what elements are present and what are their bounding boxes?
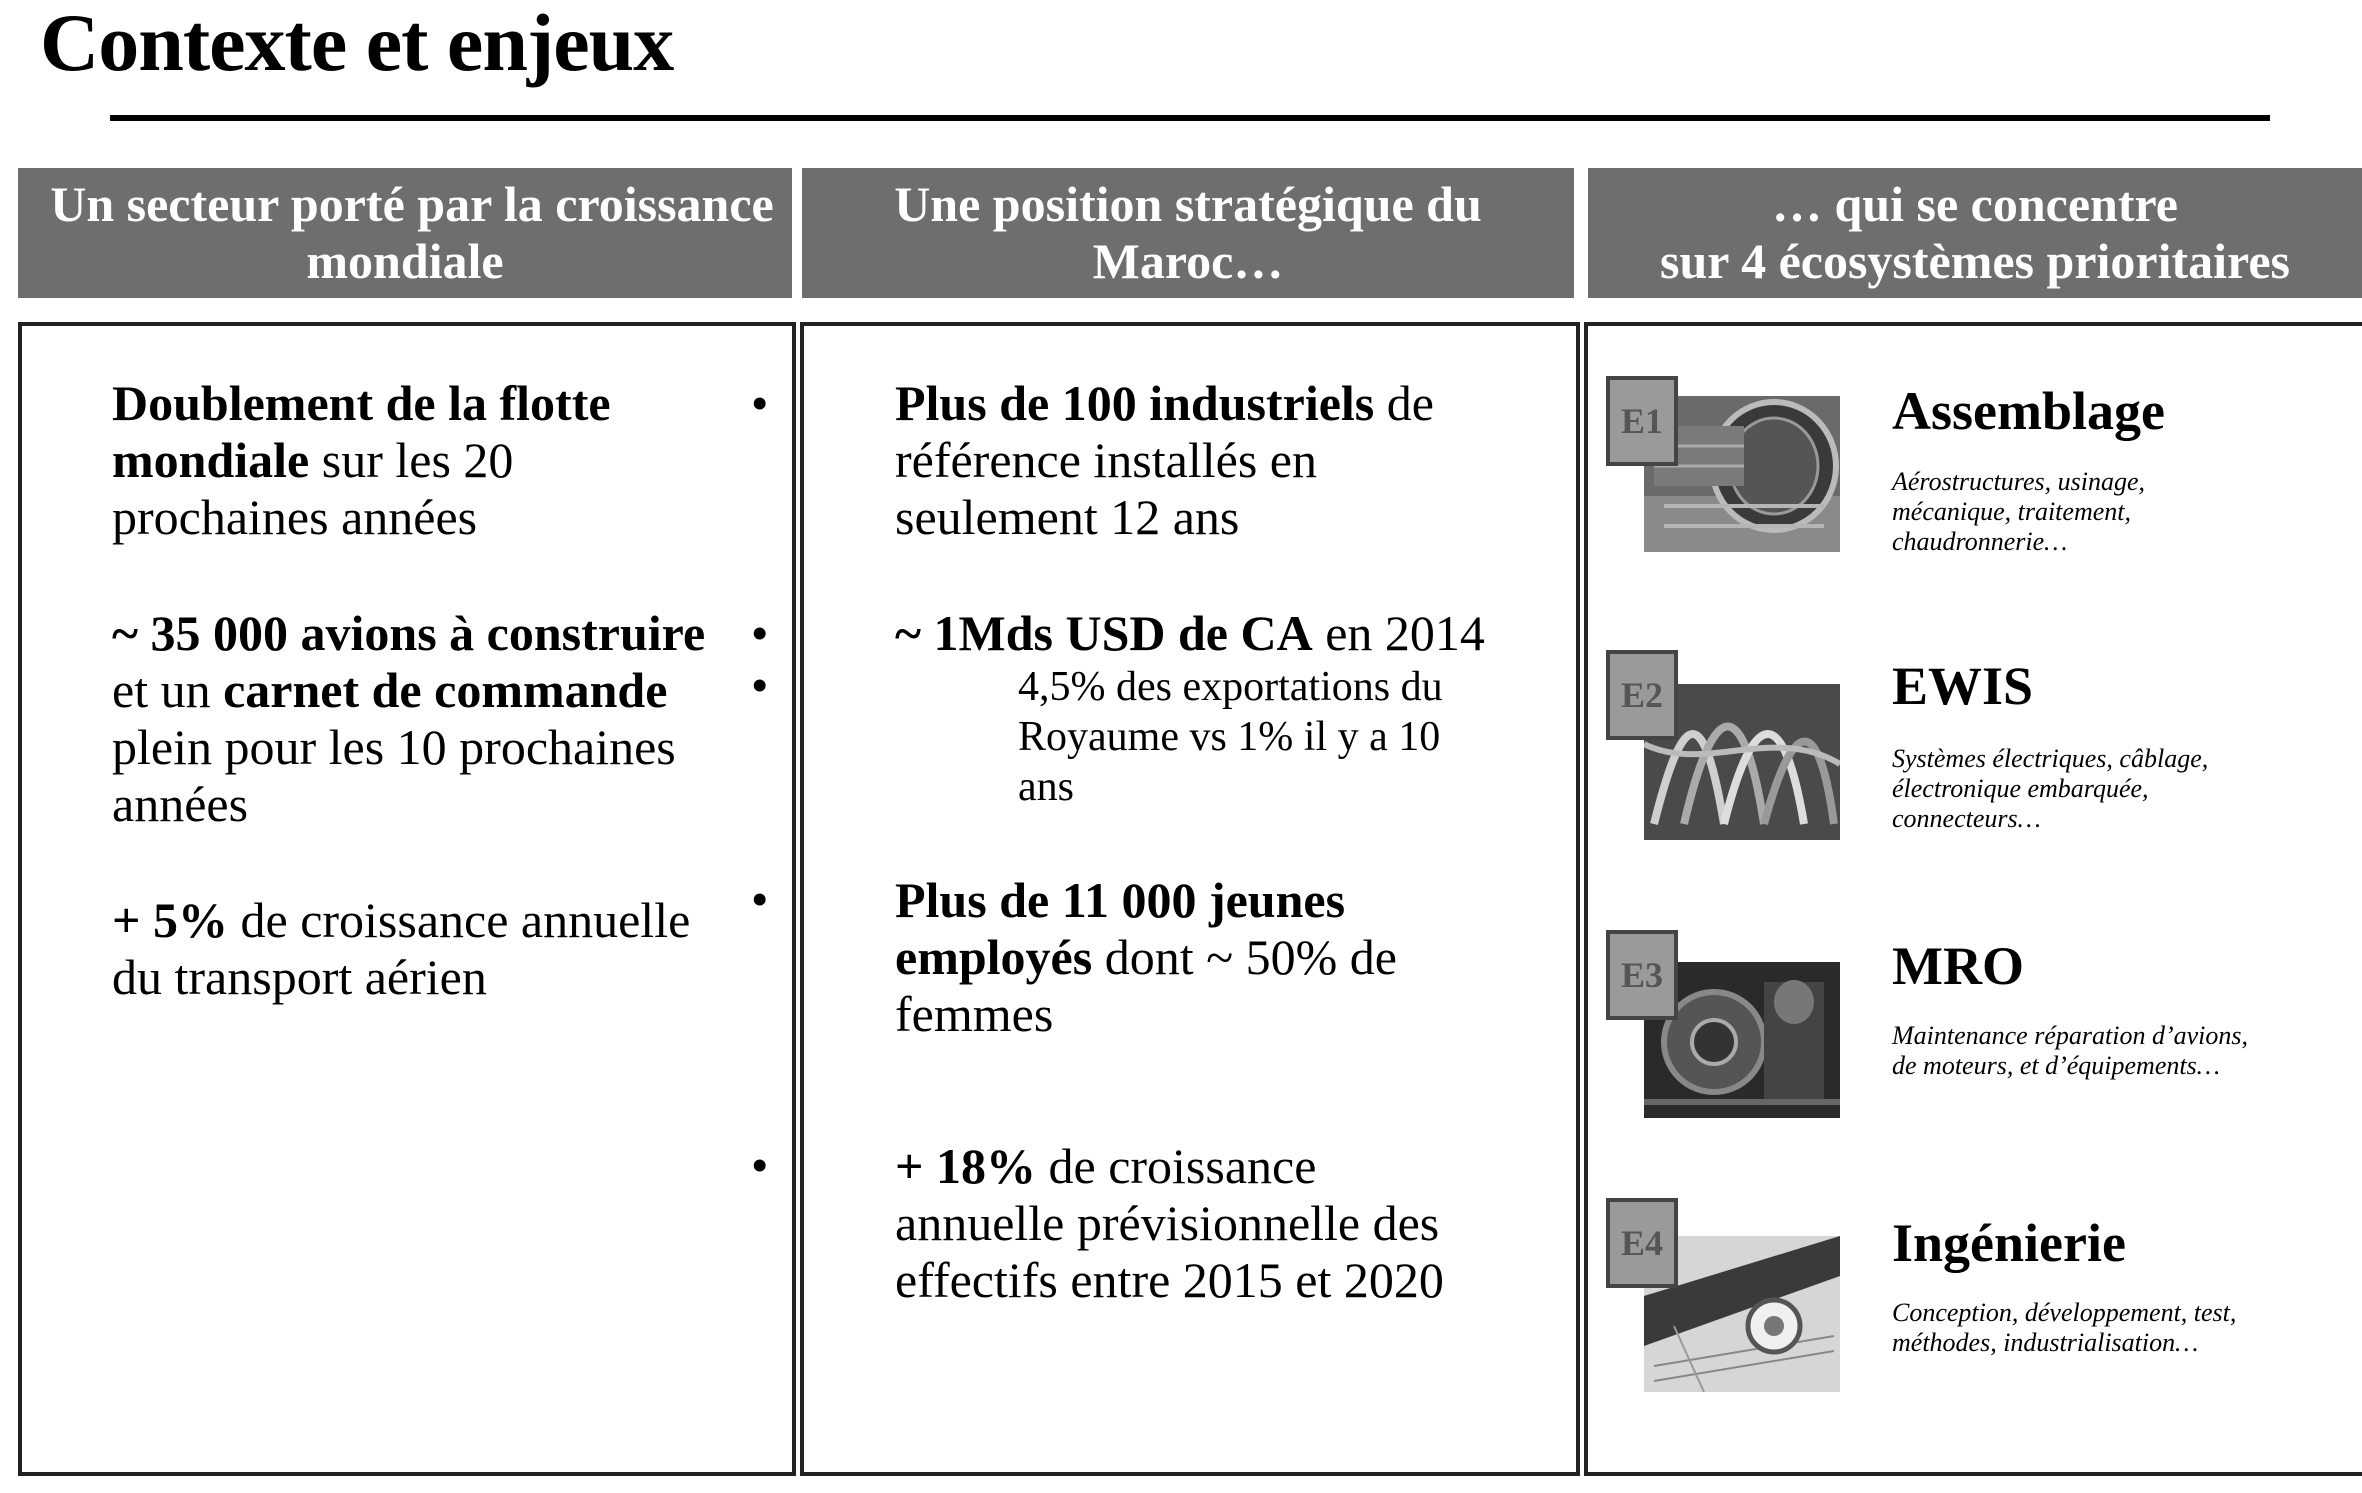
text: ans: [1018, 764, 1074, 810]
text: dont ~ 50% de: [1092, 929, 1397, 985]
header-line: mondiale: [306, 233, 504, 289]
ecosystem-badge: E2: [1606, 650, 1678, 740]
bullet-marker: •: [752, 1141, 768, 1190]
text: du transport aérien: [112, 949, 487, 1005]
text: en 2014: [1312, 605, 1485, 661]
text-bold: Plus de 11 000 jeunes: [895, 872, 1346, 928]
column-header-ecosystems: [1588, 168, 2362, 298]
text: électronique embarquée,: [1892, 774, 2149, 803]
text: connecteurs…: [1892, 804, 2041, 833]
text: prochaines années: [112, 489, 478, 545]
text: de croissance annuelle: [228, 892, 691, 948]
workforce-growth-text: [895, 1138, 1444, 1309]
page-title: Contexte et enjeux: [40, 0, 674, 88]
planes-to-build-text: [112, 605, 705, 833]
text-bold: carnet de commande: [223, 662, 668, 718]
text-bold: + 5%: [112, 892, 228, 948]
ecosystem-description: [1892, 1021, 2362, 1081]
ecosystem-title: MRO: [1892, 936, 2024, 996]
ecosystem-badge: E3: [1606, 930, 1678, 1020]
title-underline: [110, 115, 2270, 121]
ecosystem-badge: E4: [1606, 1198, 1678, 1288]
text-bold: ~: [112, 605, 151, 661]
text: plein pour les 10 prochaines: [112, 719, 676, 775]
text: mécanique, traitement,: [1892, 497, 2131, 526]
header-line: Un secteur porté par la croissance: [50, 176, 774, 232]
ecosystem-title: Ingénierie: [1892, 1213, 2126, 1273]
text: Royaume vs 1% il y a 10: [1018, 714, 1441, 760]
text: 4,5% des exportations du: [1018, 664, 1443, 710]
air-transport-growth-text: [112, 892, 690, 1006]
ecosystem-description: [1892, 1298, 2362, 1358]
text: méthodes, industrialisation…: [1892, 1328, 2199, 1357]
exports-subtext: [1018, 662, 1443, 812]
text: annuelle prévisionnelle des: [895, 1195, 1440, 1251]
ecosystem-title: EWIS: [1892, 656, 2034, 716]
text: de: [1374, 375, 1434, 431]
text-bold: + 18%: [895, 1138, 1036, 1194]
text: référence installés en: [895, 432, 1317, 488]
header-line: Une position stratégique du: [894, 176, 1482, 232]
text: sur les 20: [309, 432, 514, 488]
text: de croissance: [1036, 1138, 1317, 1194]
industrials-text: [895, 375, 1434, 546]
ecosystem-description: [1892, 467, 2332, 557]
text-bold: 35 000 avions à construire: [150, 605, 706, 661]
bullet-marker: •: [752, 609, 768, 658]
ecosystem-title: Assemblage: [1892, 381, 2165, 441]
bullet-marker: •: [752, 379, 768, 428]
fleet-doubling-text: [112, 375, 611, 546]
bullet-marker: •: [752, 875, 768, 924]
ecosystem-badge: E1: [1606, 376, 1678, 466]
text: effectifs entre 2015 et 2020: [895, 1252, 1444, 1308]
revenue-text: [895, 605, 1485, 662]
text-bold: mondiale: [112, 432, 310, 488]
text: de moteurs, et d’équipements…: [1892, 1051, 2220, 1080]
ecosystem-description: [1892, 744, 2332, 834]
text: Systèmes électriques, câblage,: [1892, 744, 2209, 773]
header-line: Maroc…: [1092, 233, 1284, 289]
header-line: … qui se concentre: [1772, 176, 2178, 232]
text-bold: employés: [895, 929, 1093, 985]
column-header-position: [802, 168, 1574, 298]
text: années: [112, 776, 249, 832]
text-bold: ~ 1Mds USD de CA: [895, 605, 1313, 661]
text: Maintenance réparation d’avions,: [1892, 1021, 2248, 1050]
text: chaudronnerie…: [1892, 527, 2068, 556]
text: femmes: [895, 986, 1054, 1042]
text: Conception, développement, test,: [1892, 1298, 2237, 1327]
text: seulement 12 ans: [895, 489, 1240, 545]
column-header-growth: [18, 168, 792, 298]
text-bold: Doublement de la flotte: [112, 375, 611, 431]
text: Aérostructures, usinage,: [1892, 467, 2145, 496]
text: et un: [112, 662, 224, 718]
employees-text: [895, 872, 1397, 1043]
text-bold: Plus de 100 industriels: [895, 375, 1375, 431]
header-line: sur 4 écosystèmes prioritaires: [1660, 233, 2290, 289]
bullet-marker: •: [752, 661, 768, 710]
